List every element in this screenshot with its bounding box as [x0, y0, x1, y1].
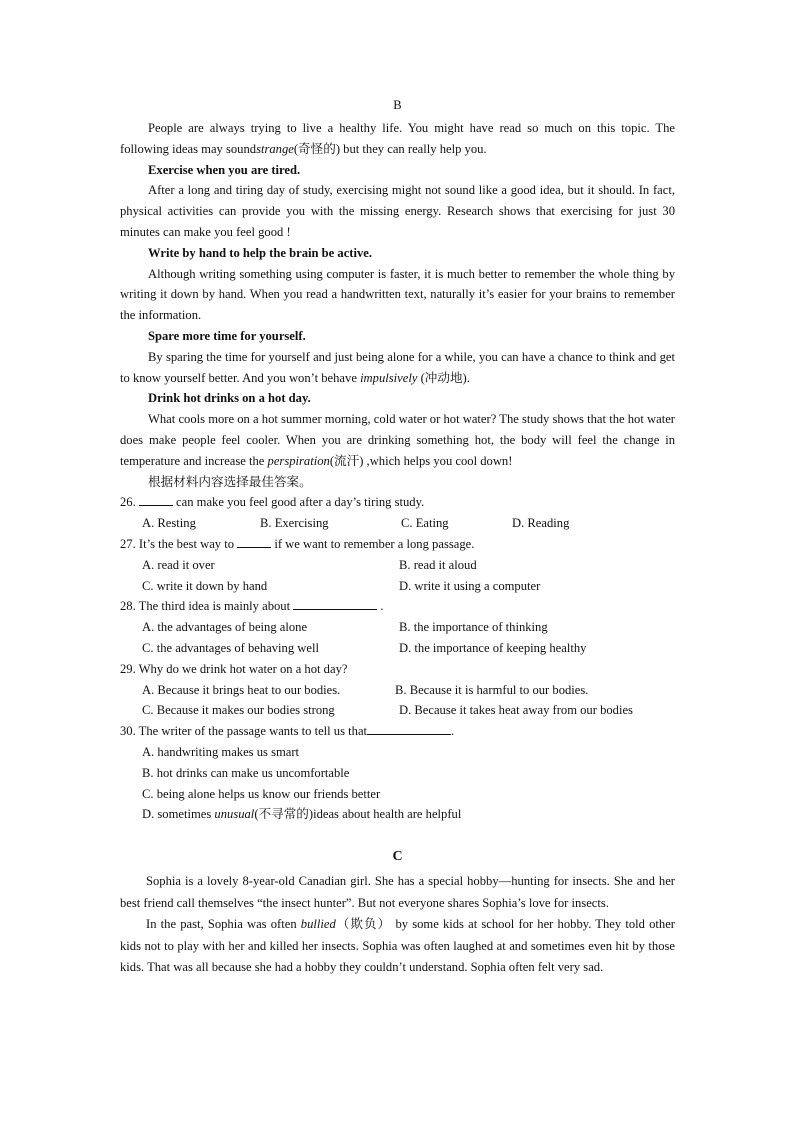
- option-a: A. the advantages of being alone: [142, 620, 308, 635]
- question-30: 30. The writer of the passage wants to tell us that .: [120, 724, 455, 739]
- answer-blank: [367, 722, 451, 735]
- option-a: A. read it over: [142, 557, 215, 572]
- passage-b-intro: People are always trying to live a healthy life. You might have read so much on this topic. The following ideas may soundstrange(奇怪的) but they can really help you.: [120, 121, 675, 156]
- option-d: D. write it using a computer: [399, 578, 541, 593]
- idea-heading-1: Exercise when you are tired.: [148, 162, 301, 177]
- option-b: B. Exercising: [260, 516, 329, 531]
- option-c: C. the advantages of behaving well: [142, 640, 319, 655]
- idea-paragraph-3: By sparing the time for yourself and just being alone for a while, you can have a chance to think and get to know yourself better. And you won’t behave impulsively (冲动地).: [120, 349, 675, 385]
- passage-b-label: B: [393, 98, 402, 112]
- idea-heading-4: Drink hot drinks on a hot day.: [148, 391, 311, 406]
- option-a: A. Resting: [142, 516, 196, 531]
- passage-c-label: C: [392, 849, 403, 865]
- answer-blank: [139, 493, 173, 506]
- idea-paragraph-2: Although writing something using computer is faster, it is much better to remember the whole thing by writing it down by hand. When you read a handwritten text, naturally it’s easier for your brains to remember the information.: [120, 266, 675, 323]
- exam-page: [120, 92, 675, 979]
- option-c: C. Because it makes our bodies strong: [142, 703, 335, 718]
- question-27-options-row2: [120, 576, 675, 597]
- option-b: B. the importance of thinking: [399, 620, 548, 635]
- answer-blank: [293, 597, 377, 610]
- question-29-options-row1: [120, 680, 675, 701]
- option-d: D. sometimes unusual(不寻常的)ideas about health are helpful: [142, 807, 462, 822]
- question-27: 27. It’s the best way to if we want to remember a long passage.: [120, 536, 475, 551]
- idea-heading-2: Write by hand to help the brain be active.: [148, 245, 373, 260]
- question-26: 26. can make you feel good after a day’s tiring study.: [120, 495, 425, 510]
- question-28: 28. The third idea is mainly about .: [120, 599, 384, 614]
- idea-paragraph-1: After a long and tiring day of study, exercising might not sound like a good idea, but it should. In fact, physical activities can provide you with the missing energy. Research shows that exercising for just 30 minutes can make you feel good !: [120, 183, 675, 239]
- option-c: C. Eating: [401, 516, 449, 531]
- option-d: D. the importance of keeping healthy: [399, 640, 587, 655]
- question-29: 29. Why do we drink hot water on a hot day?: [120, 661, 348, 676]
- question-28-options-row1: [120, 617, 675, 638]
- passage-c-paragraph-1: Sophia is a lovely 8-year-old Canadian girl. She has a special hobby—hunting for insects. She and her best friend call themselves “the insect hunter”. But not everyone shares Sophia’s love for insects.: [120, 874, 675, 910]
- question-29-options-row2: [120, 700, 675, 721]
- option-c: C. write it down by hand: [142, 578, 268, 593]
- option-b: B. Because it is harmful to our bodies.: [395, 682, 589, 697]
- question-27-options-row1: [120, 555, 675, 576]
- passage-c-paragraph-2: In the past, Sophia was often bullied（欺负） by some kids at school for her hobby. They told other kids not to play with her and killed her insects. Sophia was often laughed at and sometimes even hit by those kids. That was all because she had a hobby they couldn’t understand. Sophia often felt very sad.: [120, 917, 675, 975]
- option-d: D. Reading: [512, 516, 570, 531]
- idea-heading-3: Spare more time for yourself.: [148, 328, 306, 343]
- question-26-options: [120, 513, 675, 534]
- option-b: B. hot drinks can make us uncomfortable: [142, 765, 350, 780]
- question-28-options-row2: [120, 638, 675, 659]
- instruction: 根据材料内容选择最佳答案。: [148, 474, 312, 489]
- option-a: A. handwriting makes us smart: [142, 744, 300, 759]
- section-gap: [120, 825, 675, 845]
- option-d: D. Because it takes heat away from our bodies: [399, 703, 633, 718]
- answer-blank: [237, 535, 271, 548]
- option-a: A. Because it brings heat to our bodies.: [142, 682, 341, 697]
- option-c: C. being alone helps us know our friends better: [142, 786, 381, 801]
- option-b: B. read it aloud: [399, 557, 477, 572]
- idea-paragraph-4: What cools more on a hot summer morning, cold water or hot water? The study shows that the hot water does make people feel cooler. When you are drinking something hot, the body will feel the change in temperature and increase the perspiration(流汗) ,which helps you cool down!: [120, 412, 675, 468]
